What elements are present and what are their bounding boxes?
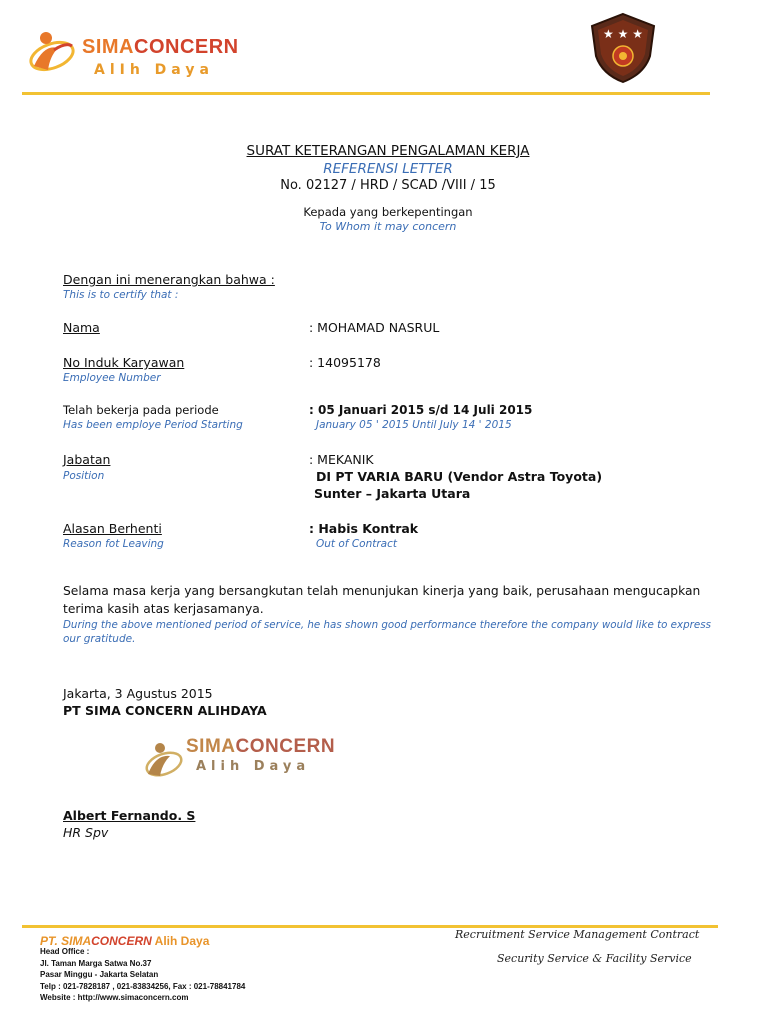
company-stamp — [140, 732, 340, 788]
jabatan-label-en: Position — [63, 470, 105, 482]
stamp-brand-a: SIMA — [186, 736, 236, 757]
logo-subtitle: AlIh Daya — [94, 62, 214, 78]
letter-subtitle: REFERENSI LETTER — [323, 161, 453, 177]
addressee-en: To Whom it may concern — [319, 220, 457, 233]
body-para-en-2: our gratitude. — [63, 633, 136, 645]
period-value: : 05 Januari 2015 s/d 14 Juli 2015 — [309, 403, 533, 417]
signer-name: Albert Fernando. S — [63, 808, 196, 823]
nik-label-en: Employee Number — [63, 372, 161, 384]
footer-head-office: Head Office : — [40, 947, 90, 956]
body-para-id-2: terima kasih atas kerjasamanya. — [63, 602, 264, 616]
stamp-figure-icon — [140, 736, 186, 786]
addressee-id: Kepada yang berkepentingan — [303, 205, 473, 219]
footer-service-1: Recruitment Service Management Contract — [455, 928, 700, 941]
jabatan-value-company: DI PT VARIA BARU (Vendor Astra Toyota) — [316, 469, 603, 484]
intro-en: This is to certify that : — [63, 289, 179, 301]
footer-address — [40, 946, 245, 1004]
jabatan-label: Jabatan — [63, 452, 111, 467]
nama-value: : MOHAMAD NASRUL — [309, 320, 440, 335]
shield-emblem-icon — [588, 12, 658, 84]
alasan-label: Alasan Berhenti — [63, 521, 162, 536]
alasan-value: : Habis Kontrak — [309, 521, 419, 536]
company-name: PT SIMA CONCERN ALIHDAYA — [63, 703, 267, 718]
footer-website[interactable]: Website : http://www.simaconcern.com — [40, 993, 189, 1002]
jabatan-value-location: Sunter – Jakarta Utara — [314, 486, 471, 501]
logo-brand-b: CONCERN — [134, 36, 239, 58]
signer-title: HR Spv — [63, 825, 109, 840]
footer-addr1: Jl. Taman Marga Satwa No.37 — [40, 958, 152, 968]
header-divider — [22, 92, 710, 95]
body-para-en-1: During the above mentioned period of service, he has shown good performance therefore the company would like to express — [63, 619, 711, 631]
footer-company-a: PT. SIMA — [40, 934, 92, 948]
nama-label: Nama — [63, 320, 100, 335]
intro-id: Dengan ini menerangkan bahwa : — [63, 272, 275, 287]
logo-brand-a: SIMA — [82, 36, 134, 58]
alasan-label-en: Reason fot Leaving — [63, 538, 164, 550]
letter-number: No. 02127 / HRD / SCAD /VIII / 15 — [280, 178, 496, 193]
stamp-brand-b: CONCERN — [235, 736, 336, 757]
logo-figure-icon — [24, 26, 76, 82]
svg-text:★ ★ ★: ★ ★ ★ — [603, 27, 643, 41]
footer-company-b: CONCERN — [91, 934, 152, 948]
footer-company-c: Alih Daya — [151, 934, 210, 948]
stamp-subtitle: Alih Daya — [196, 759, 311, 774]
body-para-id-1: Selama masa kerja yang bersangkutan telah menunjukan kinerja yang baik, perusahaan mengucapkan — [63, 584, 701, 598]
footer-service-2: Security Service & Facility Service — [497, 952, 692, 965]
footer-addr2: Pasar Minggu - Jakarta Selatan — [40, 970, 159, 979]
footer-phone: Telp : 021-7828187 , 021-83834256, Fax : 021-78841784 — [40, 981, 246, 991]
nik-value: : 14095178 — [309, 355, 381, 370]
nik-label: No Induk Karyawan — [63, 355, 185, 370]
letter-title: SURAT KETERANGAN PENGALAMAN KERJA — [246, 143, 530, 159]
period-label-en: Has been employe Period Starting — [63, 419, 243, 431]
period-value-en: January 05 ' 2015 Until July 14 ' 2015 — [316, 419, 512, 431]
alasan-value-en: Out of Contract — [316, 538, 398, 550]
company-logo — [24, 26, 264, 86]
place-date: Jakarta, 3 Agustus 2015 — [63, 686, 213, 701]
jabatan-value: : MEKANIK — [309, 452, 374, 467]
period-label: Telah bekerja pada periode — [63, 403, 219, 417]
